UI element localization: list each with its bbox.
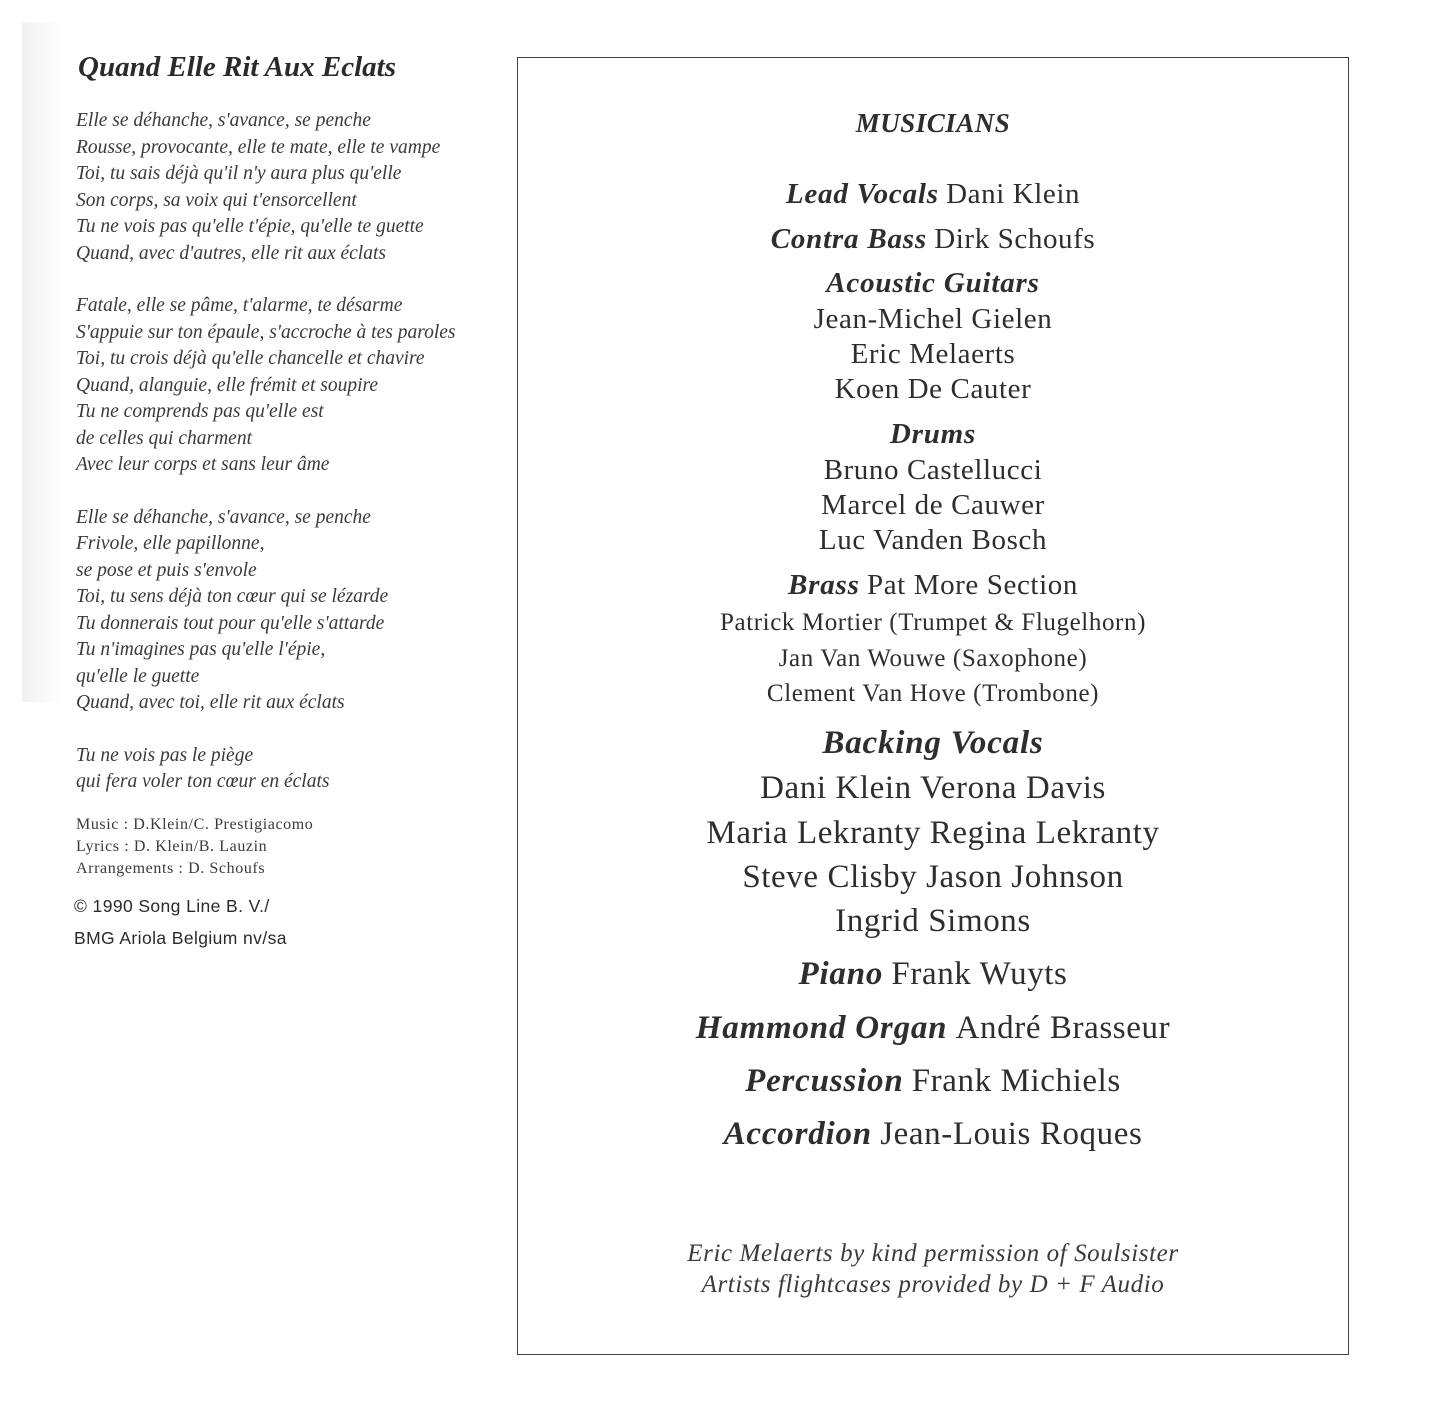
musician-name: Frank Wuyts <box>891 956 1068 992</box>
lyrics-column <box>76 48 506 954</box>
musicians-box <box>517 57 1349 1355</box>
lyric-line: Tu donnerais tout pour qu'elle s'attarde <box>76 612 385 634</box>
role-label: Contra Bass <box>770 223 927 255</box>
lyric-line: S'appuie sur ton épaule, s'accroche à tes paroles <box>76 321 456 343</box>
song-title: Quand Elle Rit Aux Eclats <box>78 51 396 83</box>
accordion-line <box>518 1116 1348 1153</box>
musician-name: André Brasseur <box>955 1010 1171 1046</box>
role-label: Lead Vocals <box>785 178 939 210</box>
stanza-4 <box>76 743 506 796</box>
lyric-line: Rousse, provocante, elle te mate, elle te vampe <box>76 136 441 158</box>
musician-name: Marcel de Cauwer <box>821 489 1045 521</box>
contra-bass-line <box>518 223 1348 256</box>
songwriting-credits <box>76 814 506 880</box>
lyric-line: Avec leur corps et sans leur âme <box>76 454 330 475</box>
lyric-line: Toi, tu sens déjà ton cœur qui se lézarde <box>76 586 389 607</box>
brass-line <box>518 569 1348 602</box>
lyric-line: Elle se déhanche, s'avance, se penche <box>76 506 371 528</box>
musician-name: Bruno Castellucci <box>823 454 1043 486</box>
backing-vocals-heading: Backing Vocals <box>822 725 1044 761</box>
lyric-line: Toi, tu crois déjà qu'elle chancelle et chavire <box>76 348 425 369</box>
lyric-line: de celles qui charment <box>76 427 252 449</box>
musician-name: Jean-Louis Roques <box>880 1116 1143 1152</box>
flightcase-note: Artists flightcases provided by D + F Audio <box>701 1271 1165 1298</box>
musician-name: Frank Michiels <box>911 1063 1121 1099</box>
role-label: Hammond Organ <box>695 1010 948 1046</box>
lyrics-body <box>76 108 506 796</box>
lyric-line: Quand, alanguie, elle frémit et soupire <box>76 374 379 396</box>
musician-name: Eric Melaerts <box>850 338 1016 370</box>
lyric-line: se pose et puis s'envole <box>76 559 257 581</box>
acoustic-guitars-heading: Acoustic Guitars <box>826 267 1040 299</box>
lyric-line: Quand, avec d'autres, elle rit aux éclats <box>76 242 386 264</box>
lyrics-credit: Lyrics : D. Klein/B. Lauzin <box>76 837 268 855</box>
lyric-line: Tu n'imagines pas qu'elle l'épie, <box>76 639 326 660</box>
backing-vocals-names: Maria Lekranty Regina Lekranty <box>706 815 1160 851</box>
backing-vocals-names: Dani Klein Verona Davis <box>760 770 1106 806</box>
stanza-2 <box>76 293 506 479</box>
musician-name: Jean-Michel Gielen <box>813 303 1053 335</box>
backing-vocals-names: Ingrid Simons <box>835 903 1031 939</box>
role-label: Piano <box>798 956 884 992</box>
stanza-1 <box>76 108 506 267</box>
publisher-line: BMG Ariola Belgium nv/sa <box>74 927 287 948</box>
hammond-organ-line <box>518 1010 1348 1047</box>
brass-member: Clement Van Hove (Trombone) <box>766 680 1100 707</box>
lyric-line: Toi, tu sais déjà qu'il n'y aura plus qu'elle <box>76 163 402 184</box>
lead-vocals-line <box>518 178 1348 211</box>
musician-name: Dirk Schoufs <box>934 223 1096 255</box>
page-edge-shadow <box>22 22 62 702</box>
brass-member: Patrick Mortier (Trumpet & Flugelhorn) <box>720 609 1146 636</box>
copyright-notice <box>74 890 506 954</box>
brass-member: Jan Van Wouwe (Saxophone) <box>778 645 1088 672</box>
lyric-line: Fatale, elle se pâme, t'alarme, te désarme <box>76 295 403 316</box>
musician-name: Luc Vanden Bosch <box>818 524 1048 556</box>
music-credit: Music : D.Klein/C. Prestigiacomo <box>76 815 314 833</box>
drums-heading: Drums <box>889 418 977 450</box>
lyric-line: qui fera voler ton cœur en éclats <box>76 771 330 792</box>
lyric-line: qu'elle le guette <box>76 665 200 687</box>
lyric-line: Frivole, elle papillonne, <box>76 533 265 554</box>
role-label: Accordion <box>723 1116 872 1152</box>
percussion-line <box>518 1063 1348 1100</box>
backing-vocals-names: Steve Clisby Jason Johnson <box>742 859 1124 895</box>
copyright-line: © 1990 Song Line B. V./ <box>74 895 270 916</box>
role-label: Brass <box>788 569 860 601</box>
stanza-3 <box>76 505 506 717</box>
role-label: Percussion <box>745 1063 904 1099</box>
lyric-line: Tu ne vois pas le piège <box>76 744 254 766</box>
piano-line <box>518 956 1348 993</box>
lyric-line: Tu ne vois pas qu'elle t'épie, qu'elle te guette <box>76 216 424 237</box>
arrangements-credit: Arrangements : D. Schoufs <box>76 859 266 877</box>
lyric-line: Son corps, sa voix qui t'ensorcellent <box>76 189 357 211</box>
musician-name: Koen De Cauter <box>834 373 1032 405</box>
musicians-heading: MUSICIANS <box>855 108 1011 138</box>
permission-note: Eric Melaerts by kind permission of Soulsister <box>687 1240 1179 1267</box>
lyric-line: Quand, avec toi, elle rit aux éclats <box>76 692 345 713</box>
lyric-line: Tu ne comprends pas qu'elle est <box>76 401 324 422</box>
lyric-line: Elle se déhanche, s'avance, se penche <box>76 110 371 131</box>
section-name: Pat More Section <box>866 569 1078 601</box>
musician-name: Dani Klein <box>946 178 1081 210</box>
